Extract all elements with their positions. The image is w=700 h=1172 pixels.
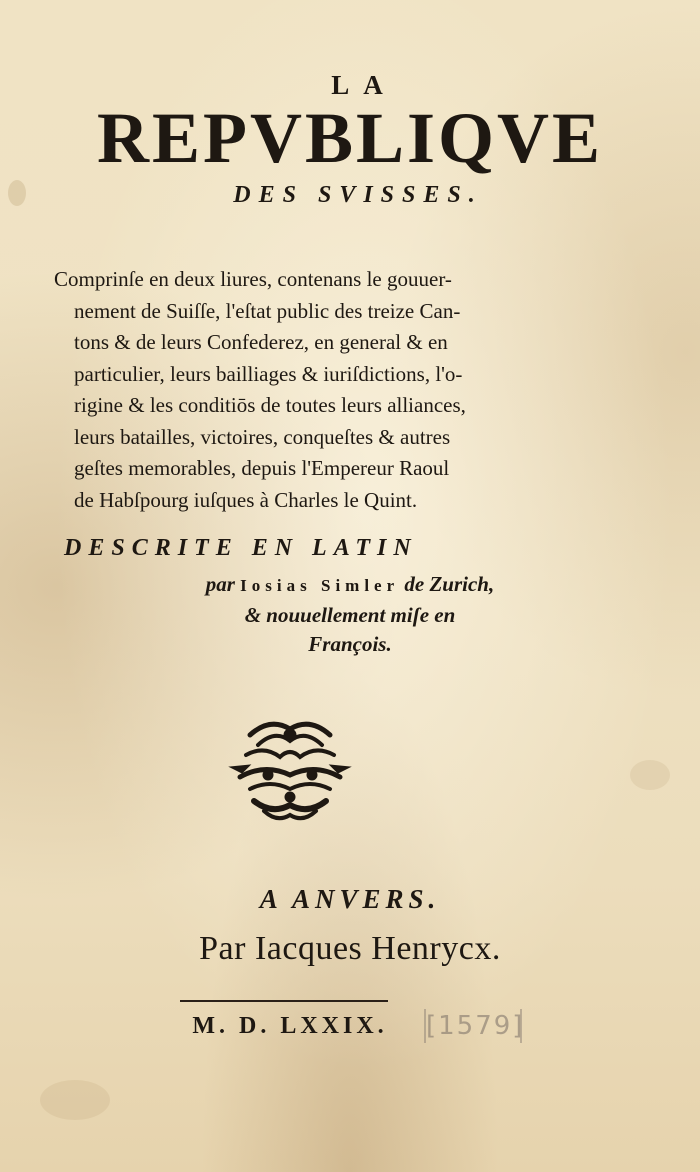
description-block <box>54 264 554 516</box>
author-name: Iosias Simler <box>240 576 400 595</box>
author-origin: de Zurich, <box>404 572 495 596</box>
description-line: nement de Suiſſe, l'eſtat public des treize Can- <box>74 298 461 323</box>
publication-date: M. D. LXXIX. <box>192 1013 388 1039</box>
translation-line: & nouuellement miſe en <box>244 603 456 627</box>
stain <box>630 760 670 790</box>
description-line: de Habſpourg iuſques à Charles le Quint. <box>74 487 418 512</box>
author-prefix: par <box>205 572 235 596</box>
description-line: geſtes memorables, depuis l'Empereur Raoul <box>74 456 450 480</box>
stain <box>40 1080 110 1120</box>
description-line: Comprinſe en deux liures, contenans le gouuer- <box>54 267 452 291</box>
description-line: rigine & les conditiōs de toutes leurs alliances, <box>74 393 466 417</box>
translation-line: François. <box>308 632 392 656</box>
title-article: LA <box>331 70 397 100</box>
imprint-place: A ANVERS. <box>259 884 441 914</box>
author-line <box>0 572 700 597</box>
description-line: tons & de leurs Confederez, en general & en <box>74 330 448 354</box>
title-subtitle: DES SVISSES. <box>233 182 483 208</box>
language-note: DESCRITE EN LATIN <box>64 535 418 561</box>
title-main: REPVBLIQVE <box>96 98 604 178</box>
imprint-printer: Par Iacques Henrycx. <box>199 930 501 967</box>
description-line: particulier, leurs bailliages & iuriſdictions, l'o- <box>74 361 463 386</box>
handwritten-year-note: [1579] <box>426 1011 525 1041</box>
description-line: leurs batailles, victoires, conqueſtes & autres <box>74 424 451 449</box>
imprint-rule <box>180 1000 388 1002</box>
printer-ornament-icon <box>220 715 360 825</box>
